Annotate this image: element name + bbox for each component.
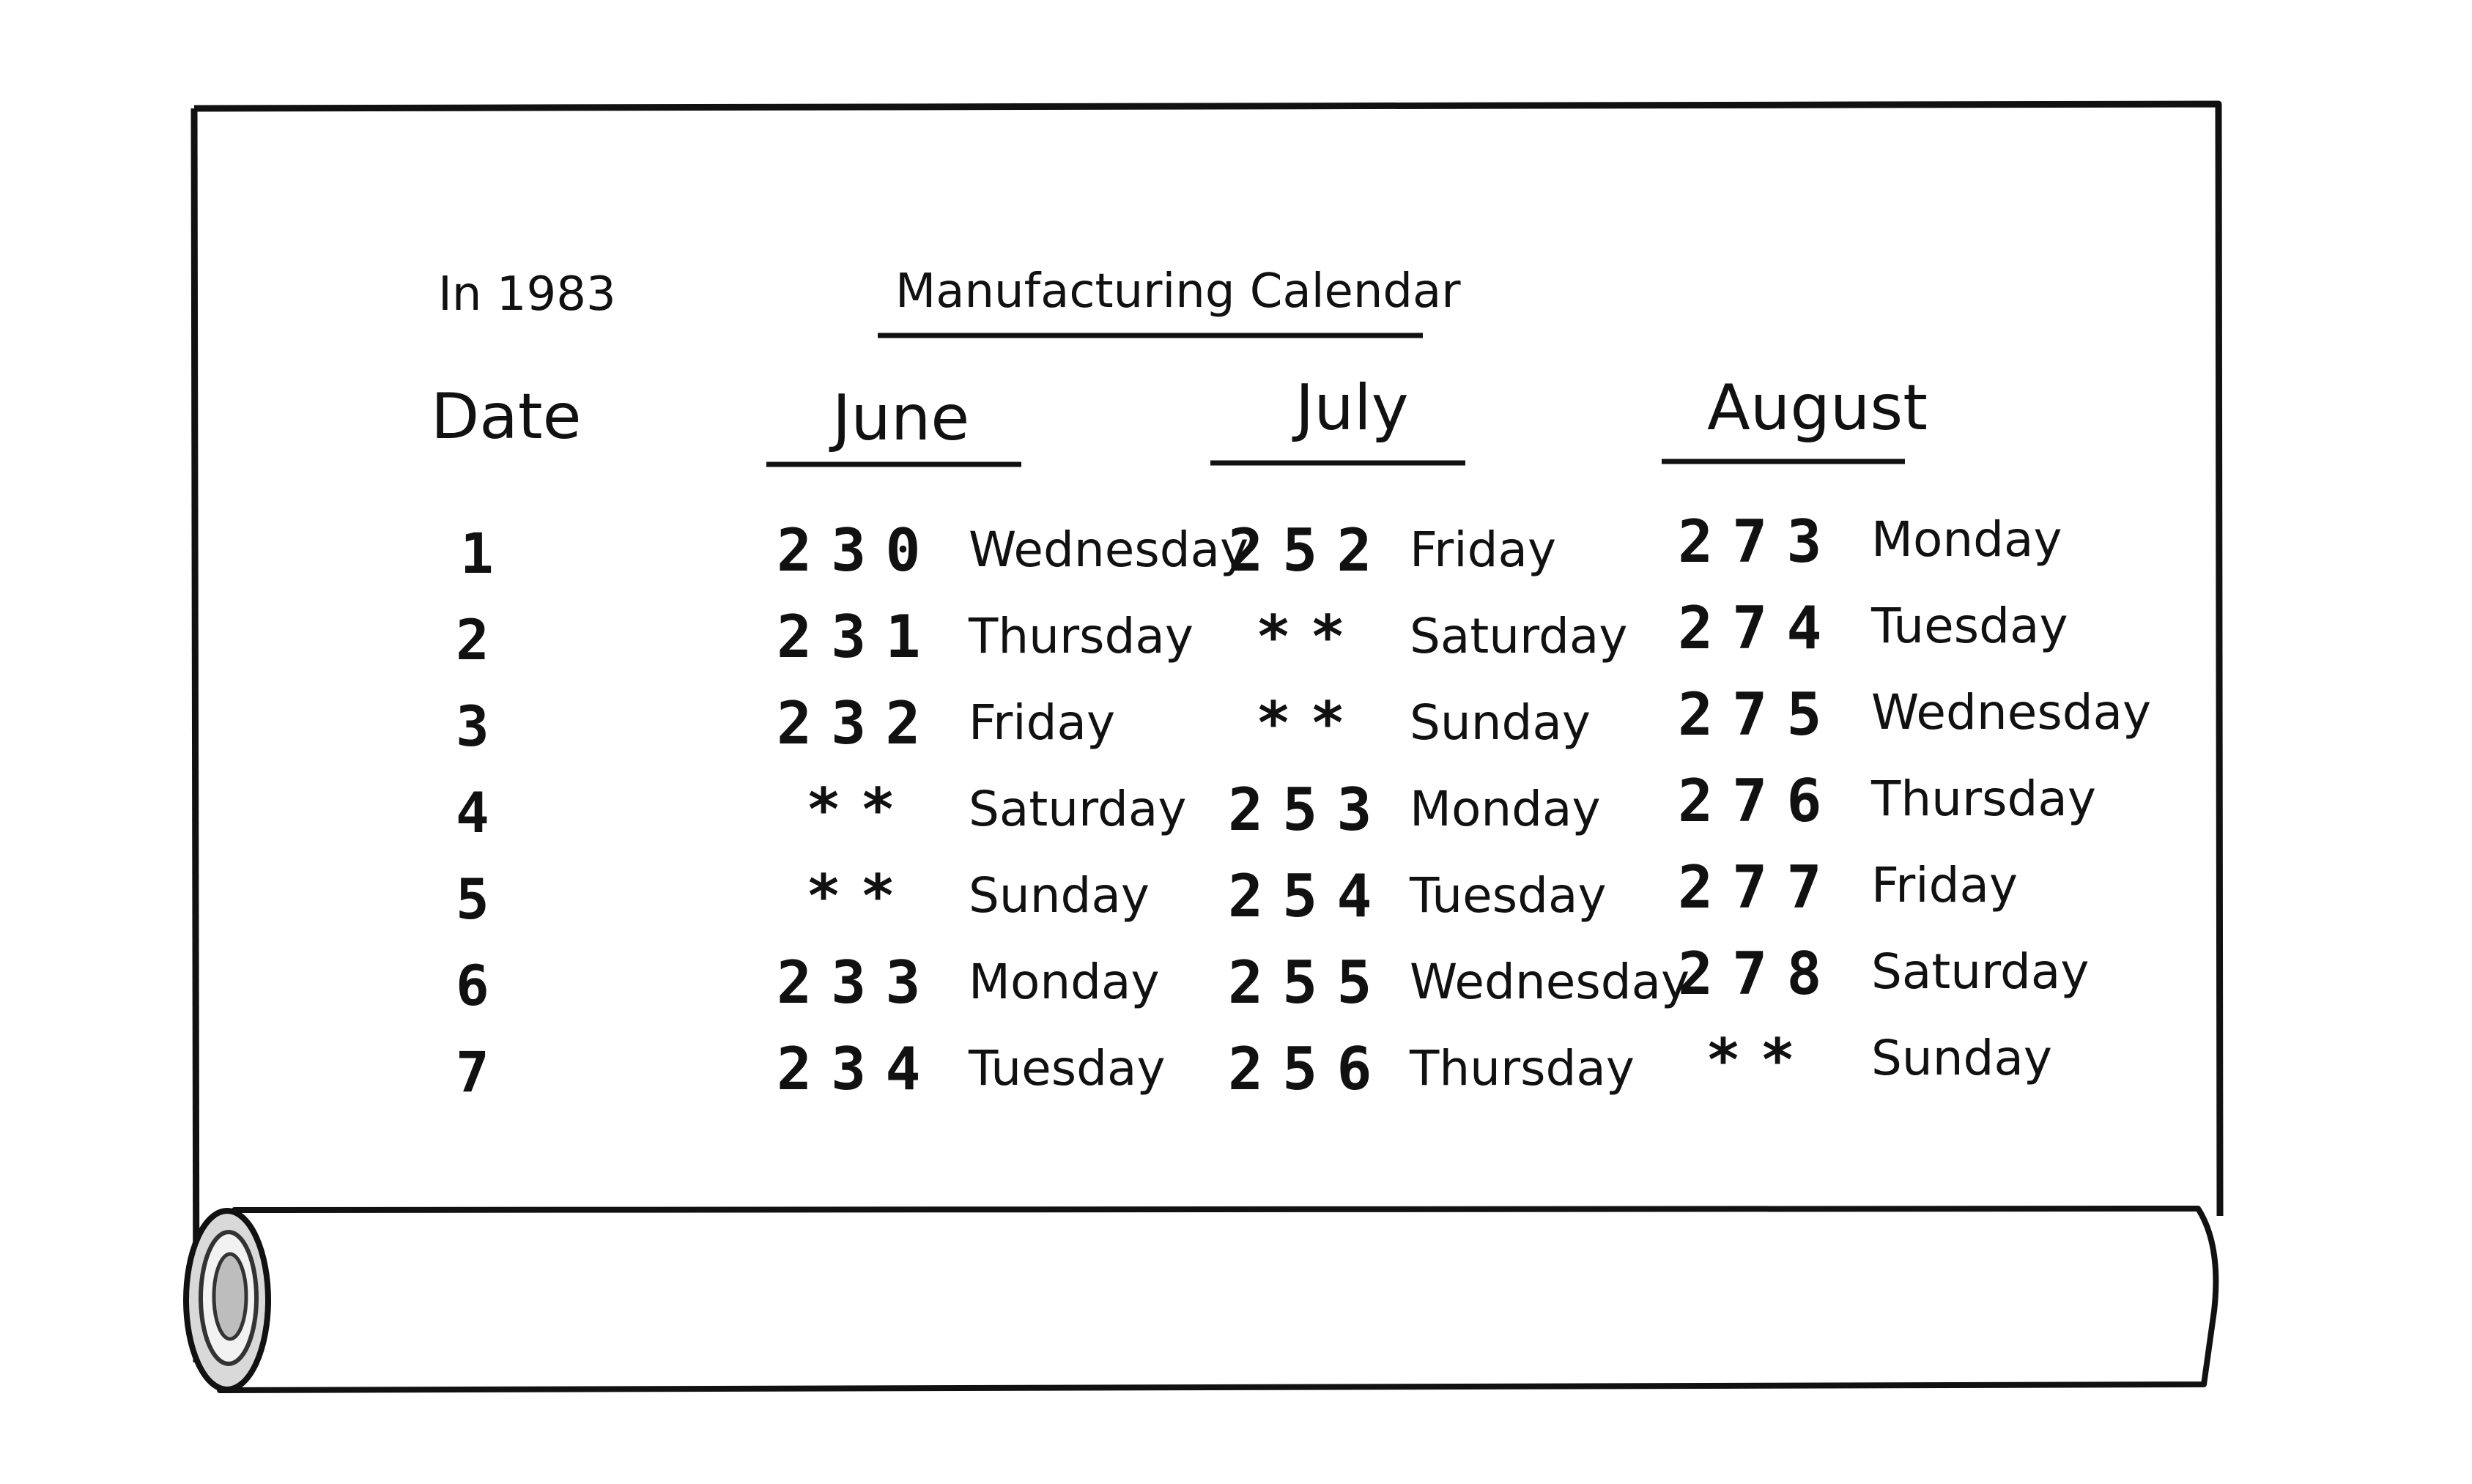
day-name: Sunday [1871,1030,2052,1086]
day-name: Wednesday [1871,684,2152,741]
date-value: 4 [456,780,489,845]
date-value: 2 [456,607,489,672]
year-label: In 1983 [438,267,616,322]
calendar-title: Manufacturing Calendar [895,264,1461,319]
mfg-code: 256 [1228,1035,1391,1103]
date-value: 7 [456,1039,489,1105]
mfg-code: 276 [1678,767,1841,835]
mfg-code: 252 [1228,516,1391,585]
day-name: Tuesday [969,1040,1166,1097]
mfg-code: 278 [1678,940,1841,1008]
day-name: Sunday [969,867,1150,924]
mfg-code: 254 [1228,862,1391,930]
day-name: Tuesday [1410,867,1607,924]
mfg-code: 230 [777,516,940,585]
day-name: Sunday [1410,694,1591,751]
day-name: Monday [1871,511,2062,568]
day-name: Thursday [969,608,1194,664]
date-value: 3 [456,694,489,759]
mfg-code: 253 [1228,776,1391,844]
day-name: Thursday [1410,1040,1635,1097]
mfg-code: ** [1256,689,1365,757]
day-name: Friday [969,694,1116,751]
day-name: Wednesday [969,522,1249,578]
date-value: 6 [456,953,489,1018]
mfg-code: ** [1256,603,1365,671]
mfg-code: 273 [1678,508,1841,576]
mfg-code: 255 [1228,949,1391,1017]
date-value: 5 [456,867,489,932]
day-name: Saturday [969,781,1187,837]
mfg-code: ** [1706,1026,1815,1094]
day-name: Tuesday [1871,598,2068,654]
day-name: Monday [1410,781,1601,837]
mfg-code: 274 [1678,594,1841,662]
mfg-code: 275 [1678,680,1841,749]
month-heading-august: August [1707,371,1928,445]
mfg-code: 232 [777,689,940,757]
day-name: Monday [969,954,1160,1010]
scroll-roller [186,1209,2216,1390]
date-value: 1 [460,521,494,586]
date-heading: Date [431,380,582,453]
day-name: Friday [1410,522,1557,578]
day-name: Saturday [1871,943,2090,1000]
day-name: Saturday [1410,608,1628,664]
day-name: Wednesday [1410,954,1690,1010]
mfg-code: 277 [1678,853,1841,921]
mfg-code: ** [806,776,915,844]
month-heading-july: July [1295,371,1409,445]
mfg-code: 233 [777,949,940,1017]
day-name: Thursday [1871,771,2096,827]
mfg-code: 231 [777,603,940,671]
day-name: Friday [1871,857,2018,913]
month-heading-june: June [832,382,970,455]
mfg-code: 234 [777,1035,940,1103]
mfg-code: ** [806,862,915,930]
